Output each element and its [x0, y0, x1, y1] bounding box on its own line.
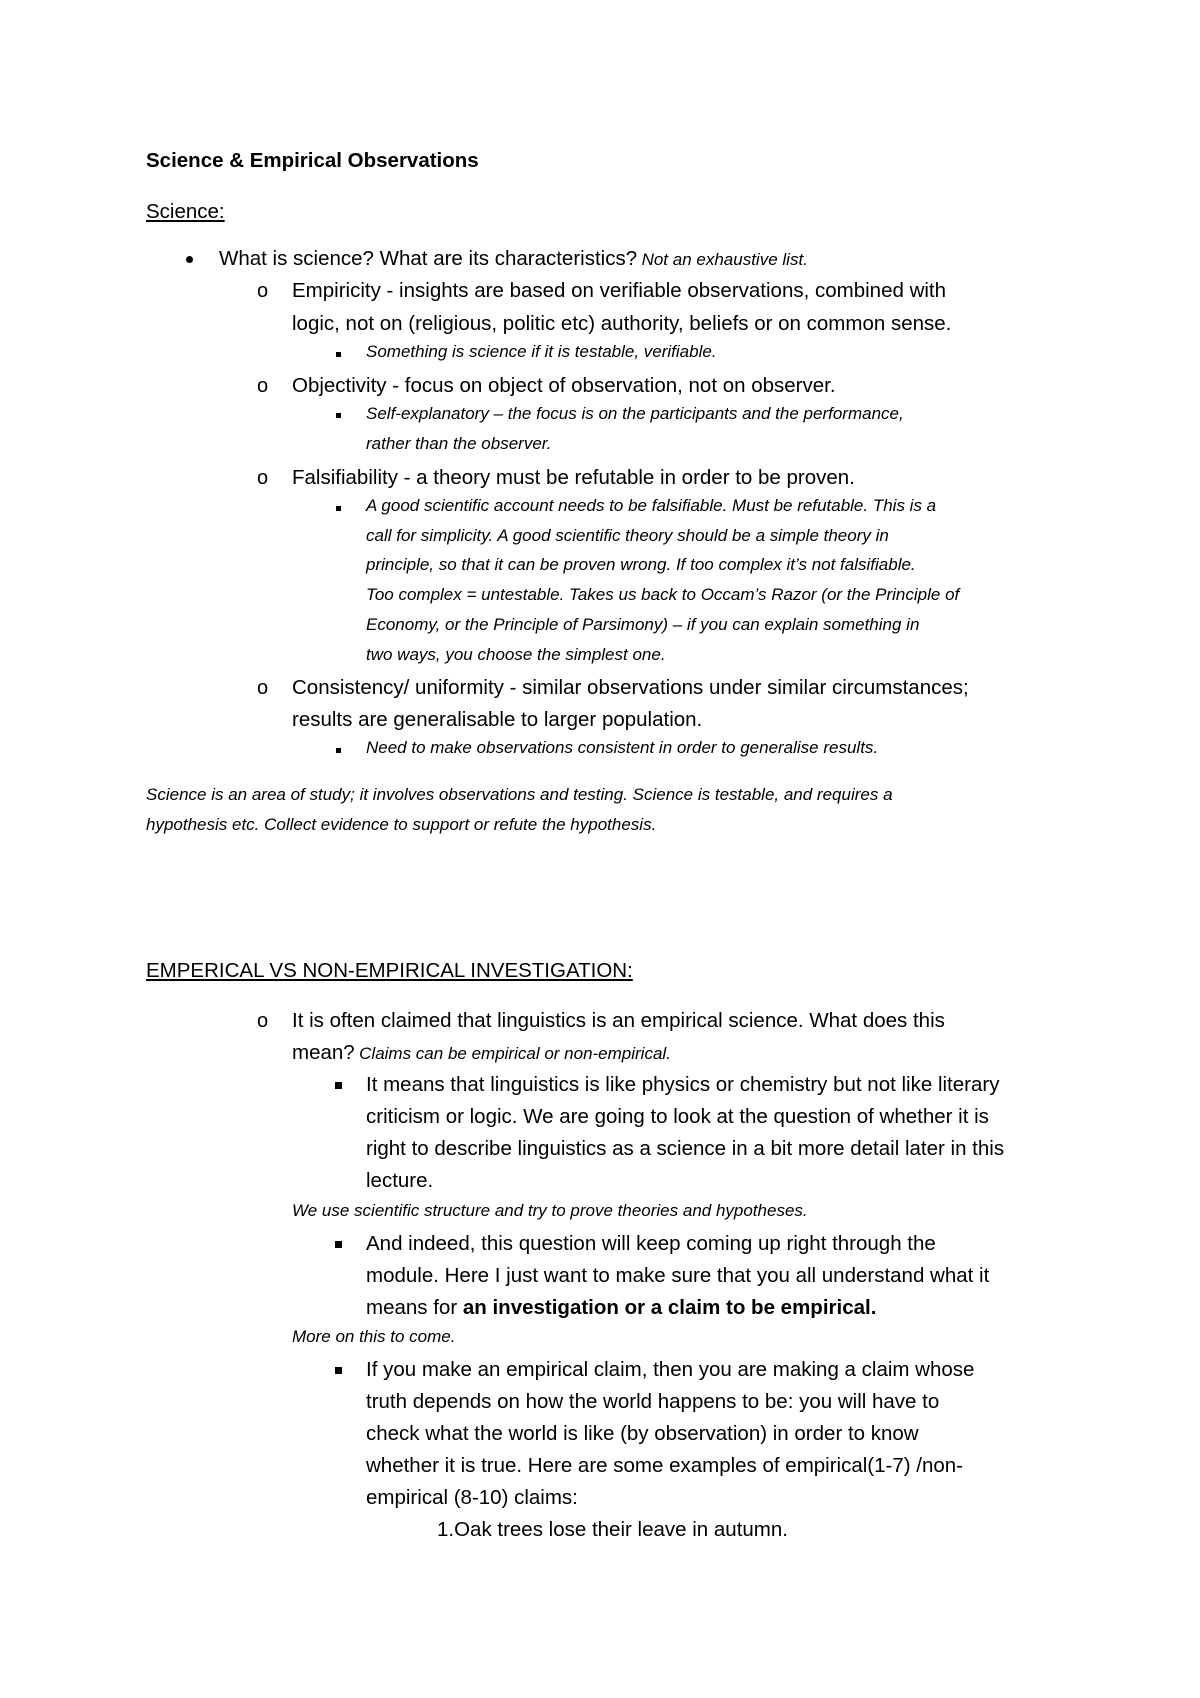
science-summary-line2: hypothesis etc. Collect evidence to support or refute the hypothesis.: [146, 815, 657, 834]
claim-line2: [292, 1041, 671, 1065]
point1-line: lecture.: [366, 1169, 434, 1192]
bullet-dot-icon: [186, 256, 193, 263]
point2-bold: an investigation or a claim to be empirical.: [462, 1296, 877, 1319]
point1-line: criticism or logic. We are going to look at the question of whether it is: [366, 1105, 989, 1128]
point3-line: check what the world is like (by observation) in order to know: [366, 1422, 919, 1445]
objectivity-note-line2: rather than the observer.: [366, 434, 552, 453]
empiricity-line1: Empiricity - insights are based on verifiable observations, combined with: [292, 279, 947, 302]
falsifiability-line1: Falsifiability - a theory must be refutable in order to be proven.: [292, 466, 855, 489]
consistency-line2: results are generalisable to larger population.: [292, 708, 703, 731]
point3-line: If you make an empirical claim, then you are making a claim whose: [366, 1358, 975, 1381]
falsifiability-note-line: Too complex = untestable. Takes us back to Occam’s Razor (or the Principle of: [366, 585, 960, 604]
consistency-line1: Consistency/ uniformity - similar observations under similar circumstances;: [292, 676, 969, 699]
circle-bullet-icon: o: [257, 677, 269, 699]
point1-line: It means that linguistics is like physics or chemistry but not like literary: [366, 1073, 1000, 1096]
empiricity-note: Something is science if it is testable, verifiable.: [366, 342, 717, 361]
point2-line: And indeed, this question will keep coming up right through the: [366, 1232, 936, 1255]
claim-mean: mean?: [292, 1041, 355, 1064]
science-heading: Science:: [146, 200, 225, 223]
empirical-note2: More on this to come.: [292, 1327, 456, 1346]
point2-prefix: means for: [366, 1296, 463, 1319]
point2-last-line: [366, 1296, 876, 1320]
point3-line: truth depends on how the world happens to be: you will have to: [366, 1390, 940, 1413]
point1-line: right to describe linguistics as a science in a bit more detail later in this: [366, 1137, 1005, 1160]
objectivity-note-line1: Self-explanatory – the focus is on the participants and the performance,: [366, 404, 904, 423]
circle-bullet-icon: o: [257, 1010, 269, 1032]
falsifiability-note-line: principle, so that it can be proven wrong. If too complex it’s not falsifiable.: [366, 555, 916, 574]
question-note: Not an exhaustive list.: [641, 250, 808, 269]
square-bullet-icon: [336, 352, 341, 357]
falsifiability-note-line: two ways, you choose the simplest one.: [366, 645, 666, 664]
falsifiability-note-line: call for simplicity. A good scientific theory should be a simple theory in: [366, 526, 889, 545]
circle-bullet-icon: o: [257, 375, 269, 397]
square-bullet-icon: [335, 1082, 342, 1089]
circle-bullet-icon: o: [257, 467, 269, 489]
science-question: [219, 247, 808, 271]
square-bullet-icon: [336, 748, 341, 753]
circle-bullet-icon: o: [257, 280, 269, 302]
empirical-note1: We use scientific structure and try to prove theories and hypotheses.: [292, 1201, 808, 1220]
falsifiability-note-line: A good scientific account needs to be falsifiable. Must be refutable. This is a: [366, 496, 937, 515]
square-bullet-icon: [336, 506, 341, 511]
point2-line: module. Here I just want to make sure that you all understand what it: [366, 1264, 990, 1287]
square-bullet-icon: [335, 1241, 342, 1248]
square-bullet-icon: [336, 413, 341, 418]
consistency-note: Need to make observations consistent in order to generalise results.: [366, 738, 879, 757]
point3-line: whether it is true. Here are some examples of empirical(1-7) /non-: [366, 1454, 964, 1477]
falsifiability-note-line: Economy, or the Principle of Parsimony) – if you can explain something in: [366, 615, 920, 634]
point3-line: empirical (8-10) claims:: [366, 1486, 578, 1509]
objectivity-line1: Objectivity - focus on object of observation, not on observer.: [292, 374, 836, 397]
empirical-heading: EMPERICAL VS NON-EMPIRICAL INVESTIGATION:: [146, 959, 633, 982]
empiricity-line2: logic, not on (religious, politic etc) authority, beliefs or on common sense.: [292, 312, 952, 335]
question-text: What is science? What are its characteristics?: [219, 247, 638, 270]
claim-line1: It is often claimed that linguistics is an empirical science. What does this: [292, 1009, 945, 1032]
science-summary-line1: Science is an area of study; it involves observations and testing. Science is testable, and requires a: [146, 785, 893, 804]
claim-note: Claims can be empirical or non-empirical.: [359, 1044, 671, 1063]
page-title: Science & Empirical Observations: [146, 149, 479, 172]
example-1: 1.Oak trees lose their leave in autumn.: [437, 1518, 788, 1541]
square-bullet-icon: [335, 1367, 342, 1374]
